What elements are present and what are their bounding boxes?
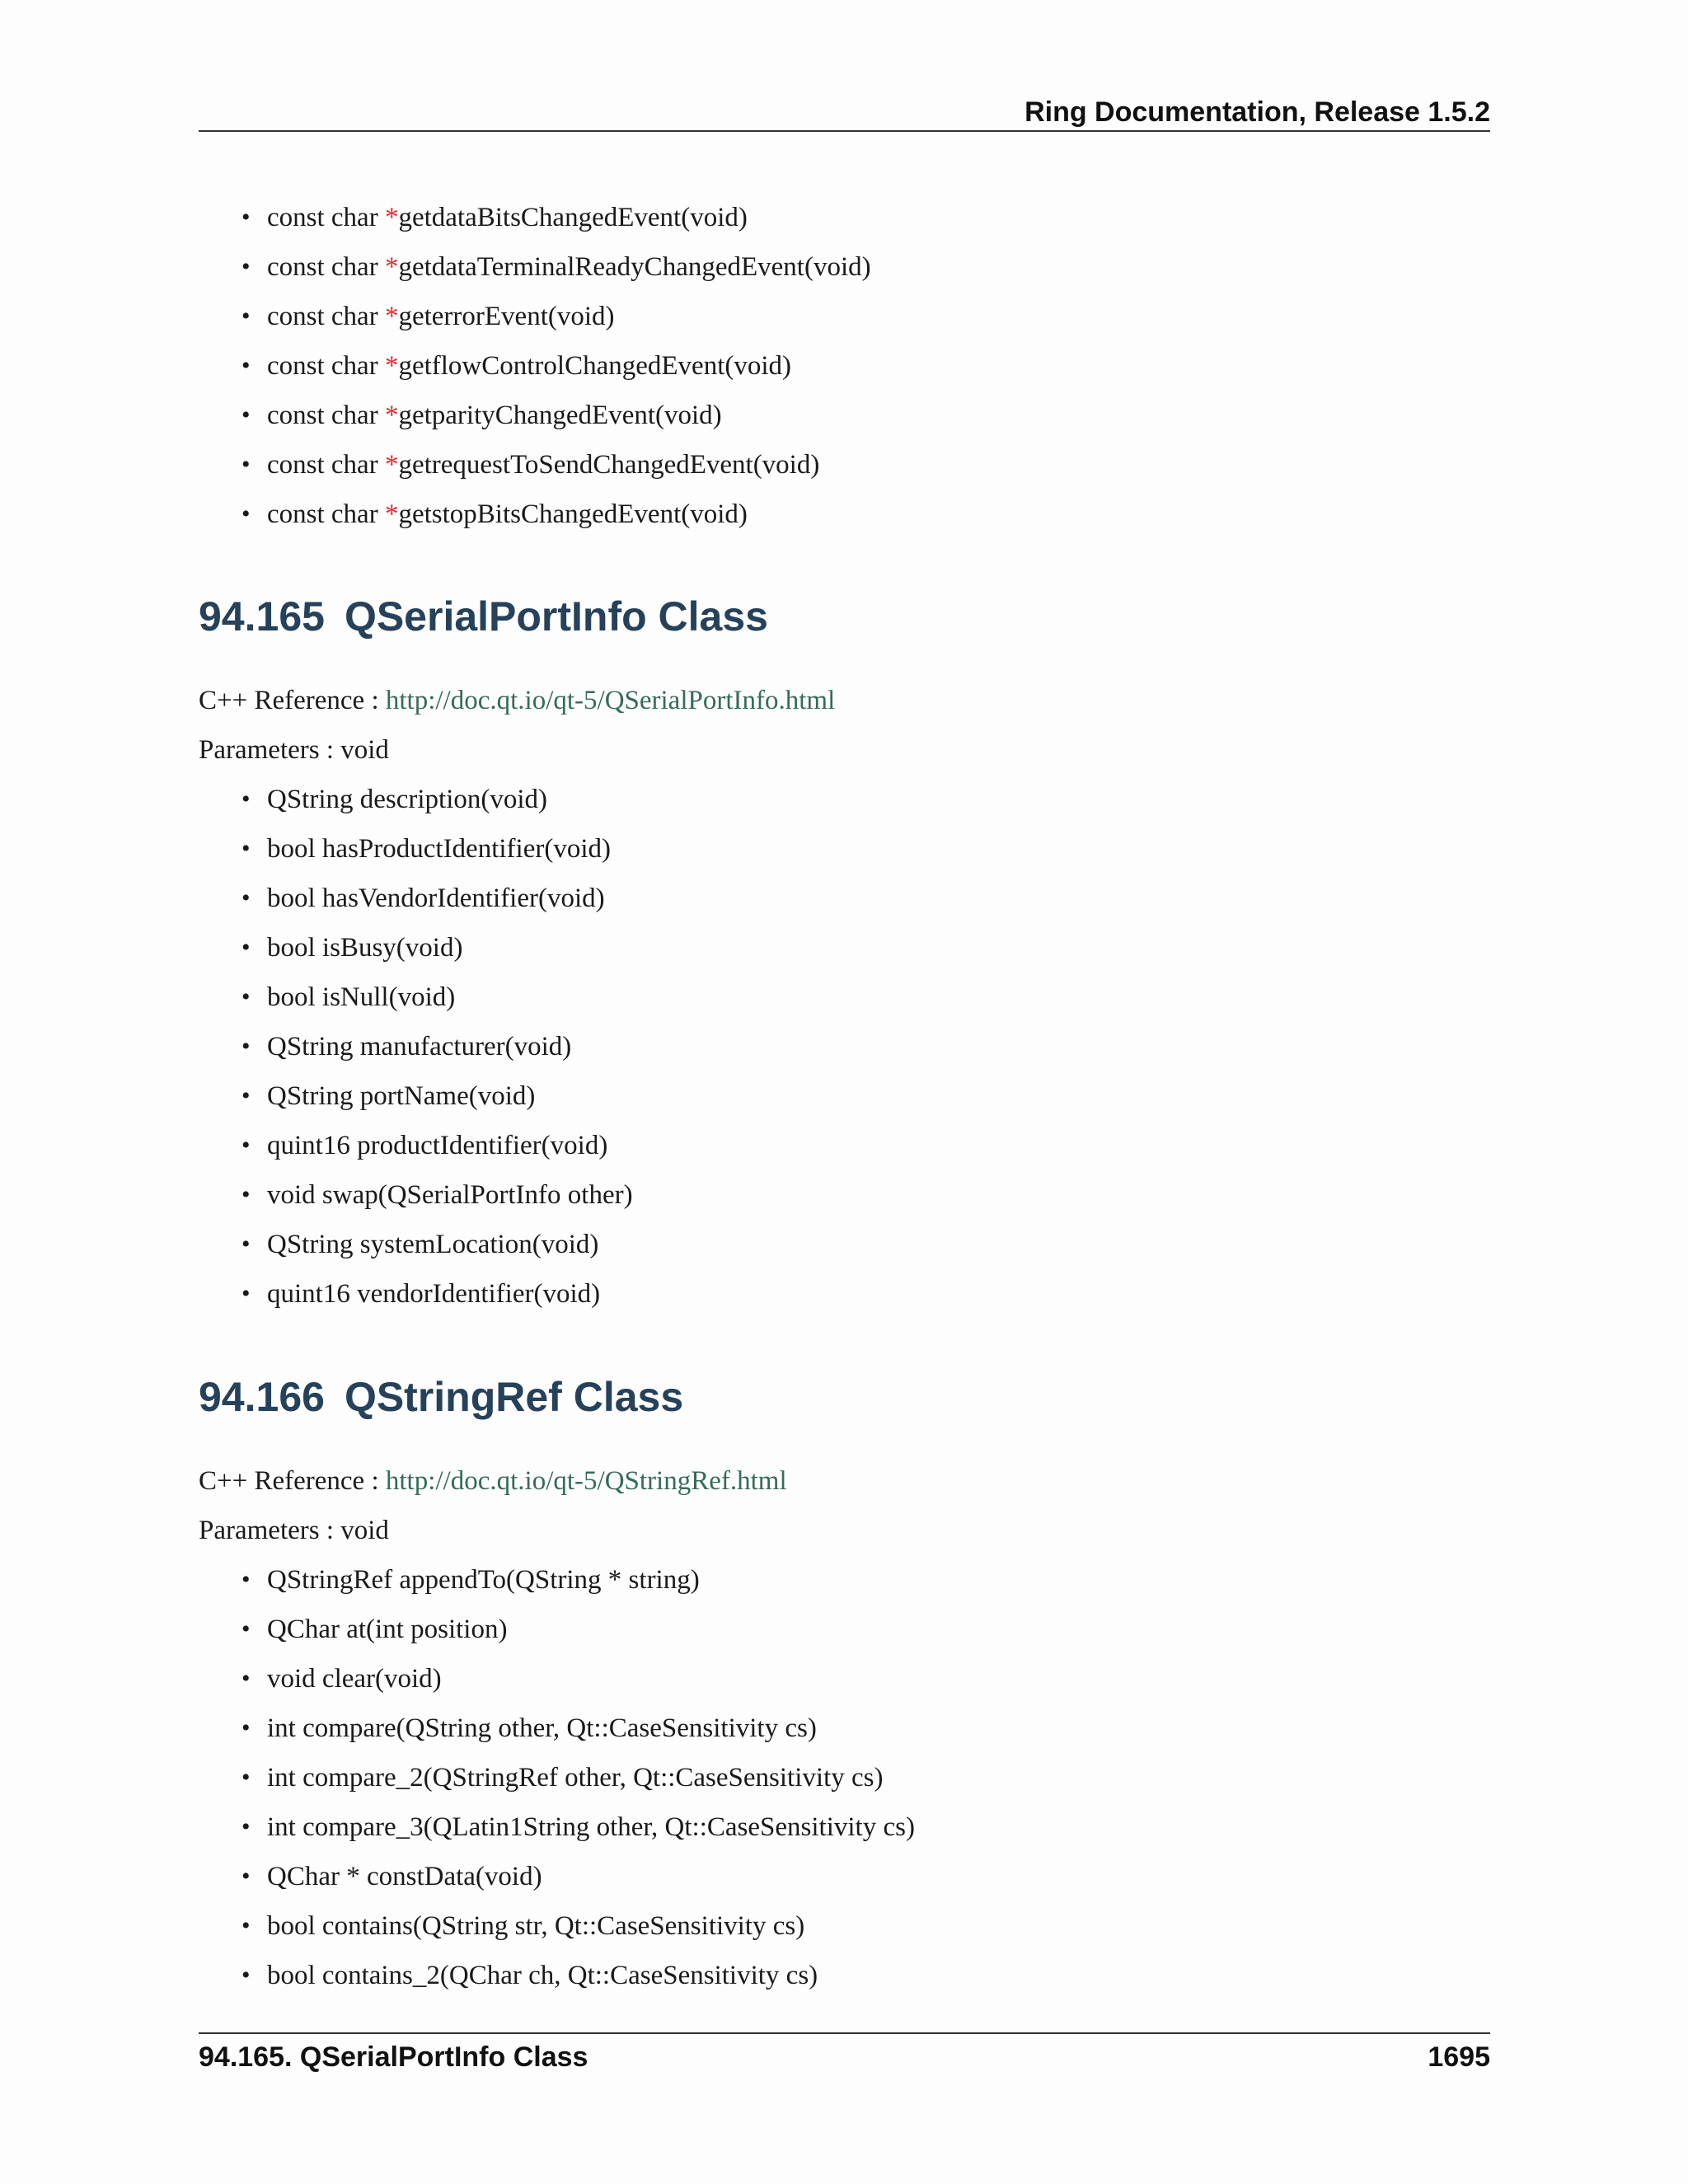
pointer-star: * (384, 351, 399, 381)
list-item (199, 1704, 1490, 1753)
return-type: const char (267, 499, 385, 529)
reference-label: C++ Reference : (199, 1466, 386, 1496)
method-list (199, 775, 1490, 1319)
method-signature: void swap(QSerialPortInfo other) (267, 1180, 633, 1210)
method-signature: int compare_3(QLatin1String other, Qt::CaseSensitivity cs) (267, 1812, 915, 1842)
method-signature: bool hasProductIdentifier(void) (267, 834, 611, 864)
method-signature: int compare(QString other, Qt::CaseSensitivity cs) (267, 1713, 817, 1743)
bullet: • (241, 352, 251, 379)
bullet: • (241, 204, 251, 231)
method-signature: geterrorEvent(void) (398, 302, 615, 331)
method-signature: quint16 vendorIdentifier(void) (267, 1279, 601, 1309)
list-item (199, 972, 1490, 1022)
bullet: • (241, 934, 251, 961)
list-item (199, 824, 1490, 874)
list-item (199, 1071, 1490, 1121)
list-item (199, 923, 1490, 972)
method-signature: bool isBusy(void) (267, 933, 463, 963)
list-item (199, 1951, 1490, 2000)
method-signature: bool contains(QString str, Qt::CaseSensitivity cs) (267, 1911, 805, 1941)
pointer-star: * (384, 252, 399, 282)
cpp-reference (199, 1456, 787, 1506)
method-signature: quint16 productIdentifier(void) (267, 1131, 608, 1160)
cpp-reference (199, 676, 835, 725)
bullet: • (241, 1764, 251, 1791)
pointer-star: * (384, 450, 399, 480)
return-type: const char (267, 351, 385, 381)
running-header: Ring Documentation, Release 1.5.2 (1025, 96, 1490, 128)
footer-rule (199, 2032, 1490, 2034)
method-signature: getdataBitsChangedEvent(void) (398, 203, 748, 232)
bullet: • (241, 884, 251, 912)
list-item (199, 292, 1490, 341)
method-signature: QChar at(int position) (267, 1615, 508, 1644)
method-signature: QString systemLocation(void) (267, 1230, 599, 1259)
list-item (199, 1170, 1490, 1220)
running-footer (199, 2037, 1490, 2077)
bullet: • (241, 1181, 251, 1208)
reference-link[interactable]: http://doc.qt.io/qt-5/QSerialPortInfo.html (385, 686, 836, 715)
bullet: • (241, 1665, 251, 1692)
list-item (199, 193, 1490, 242)
bullet: • (241, 1033, 251, 1060)
method-signature: QString description(void) (267, 785, 548, 814)
list-item (199, 391, 1490, 440)
return-type: const char (267, 450, 385, 480)
method-signature: getrequestToSendChangedEvent(void) (398, 450, 820, 480)
list-item (199, 1852, 1490, 1901)
bullet: • (241, 451, 251, 478)
section-title: QStringRef Class (344, 1374, 684, 1420)
bullet: • (241, 1566, 251, 1593)
method-signature: getstopBitsChangedEvent(void) (398, 499, 748, 529)
section-title: QSerialPortInfo Class (344, 593, 768, 640)
bullet: • (241, 401, 251, 429)
bullet: • (241, 1082, 251, 1109)
section-number: 94.166 (199, 1374, 325, 1420)
reference-link[interactable]: http://doc.qt.io/qt-5/QStringRef.html (385, 1466, 787, 1496)
list-item (199, 1901, 1490, 1951)
section-number: 94.165 (199, 593, 325, 640)
list-item (199, 1654, 1490, 1704)
footer-section-title: 94.165. QSerialPortInfo Class (199, 2041, 588, 2073)
list-item (199, 775, 1490, 824)
method-signature: int compare_2(QStringRef other, Qt::CaseSensitivity cs) (267, 1763, 884, 1793)
method-signature: QStringRef appendTo(QString * string) (267, 1565, 700, 1595)
return-type: const char (267, 302, 385, 331)
method-signature: bool isNull(void) (267, 982, 456, 1012)
bullet: • (241, 500, 251, 527)
list-item (199, 1121, 1490, 1170)
method-signature: void clear(void) (267, 1664, 442, 1694)
list-item (199, 490, 1490, 539)
bullet: • (241, 1280, 251, 1307)
bullet: • (241, 1961, 251, 1989)
bullet: • (241, 1863, 251, 1890)
bullet: • (241, 1132, 251, 1159)
list-item (199, 1605, 1490, 1654)
return-type: const char (267, 401, 385, 430)
bullet: • (241, 253, 251, 280)
intro-method-list (199, 193, 1490, 539)
list-item (199, 1555, 1490, 1605)
list-item (199, 1753, 1490, 1802)
list-item (199, 1802, 1490, 1852)
list-item (199, 440, 1490, 490)
method-signature: getdataTerminalReadyChangedEvent(void) (398, 252, 871, 282)
method-signature: bool hasVendorIdentifier(void) (267, 883, 605, 913)
method-signature: QChar * constData(void) (267, 1862, 542, 1891)
parameters-line: Parameters : void (199, 735, 389, 765)
method-signature: getparityChangedEvent(void) (398, 401, 722, 430)
bullet: • (241, 1813, 251, 1840)
page-number: 1695 (1428, 2041, 1490, 2073)
bullet: • (241, 302, 251, 330)
method-signature: bool contains_2(QChar ch, Qt::CaseSensitivity cs) (267, 1961, 818, 1990)
reference-label: C++ Reference : (199, 686, 386, 715)
list-item (199, 1022, 1490, 1071)
list-item (199, 1269, 1490, 1319)
bullet: • (241, 835, 251, 862)
list-item (199, 242, 1490, 292)
section-heading (199, 589, 768, 644)
list-item (199, 1220, 1490, 1269)
header-rule (199, 130, 1490, 132)
bullet: • (241, 1615, 251, 1643)
list-item (199, 874, 1490, 923)
pointer-star: * (384, 499, 399, 529)
bullet: • (241, 1714, 251, 1741)
method-signature: QString portName(void) (267, 1081, 536, 1111)
bullet: • (241, 1912, 251, 1939)
list-item (199, 341, 1490, 391)
bullet: • (241, 1230, 251, 1258)
return-type: const char (267, 203, 385, 232)
parameters-line: Parameters : void (199, 1516, 389, 1545)
method-signature: QString manufacturer(void) (267, 1032, 572, 1062)
method-signature: getflowControlChangedEvent(void) (398, 351, 792, 381)
method-list (199, 1555, 1490, 2000)
return-type: const char (267, 252, 385, 282)
bullet: • (241, 785, 251, 813)
pointer-star: * (384, 401, 399, 430)
section-heading (199, 1370, 683, 1424)
pointer-star: * (384, 203, 399, 232)
bullet: • (241, 983, 251, 1010)
pointer-star: * (384, 302, 399, 331)
